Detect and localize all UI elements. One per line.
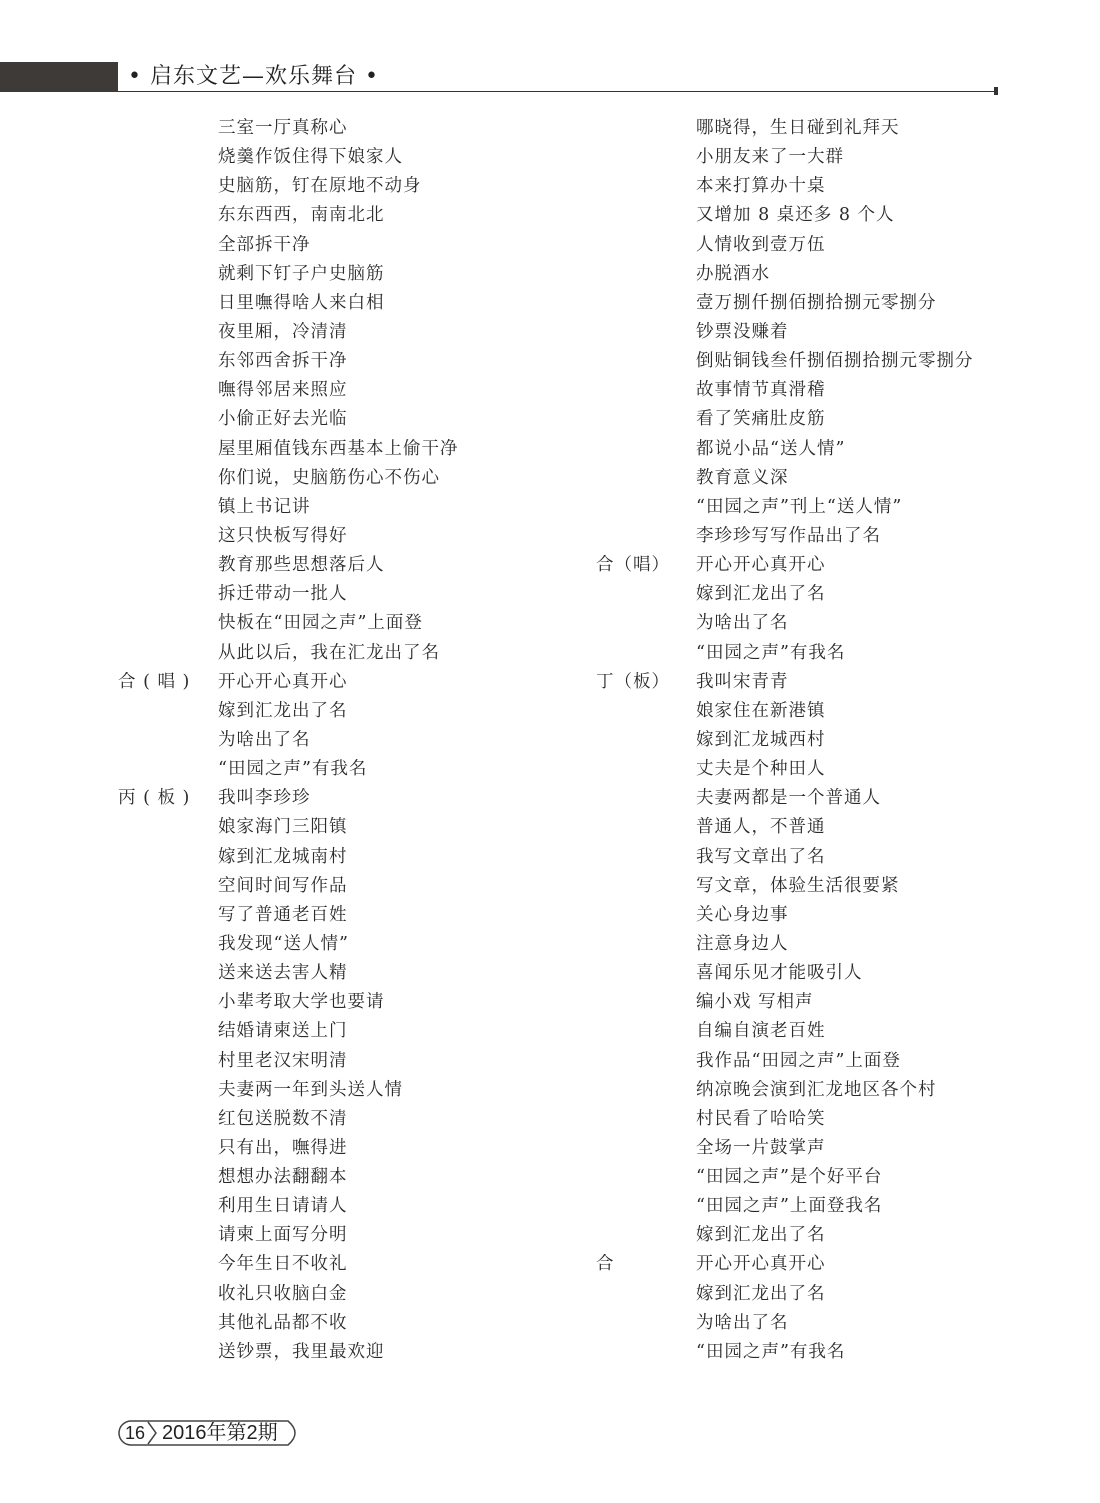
line-text: 娘家海门三阳镇 xyxy=(218,817,348,838)
line-text: 我发现“送人情” xyxy=(218,933,349,954)
script-line xyxy=(596,1105,996,1134)
line-text: 小辈考取大学也要请 xyxy=(218,992,385,1013)
script-line xyxy=(596,114,996,143)
script-line xyxy=(596,201,996,230)
line-text: 夫妻两都是一个普通人 xyxy=(696,788,881,809)
script-line xyxy=(596,1047,996,1076)
line-text: 请柬上面写分明 xyxy=(218,1225,348,1246)
page-header-title: • 启东文艺—欢乐舞台 • xyxy=(128,64,379,89)
line-text: 看了笑痛肚皮筋 xyxy=(696,409,826,430)
script-line xyxy=(596,347,996,376)
line-text: 其他礼品都不收 xyxy=(218,1312,348,1333)
script-line xyxy=(118,639,588,668)
script-line xyxy=(118,114,588,143)
line-text: 壹万捌仟捌佰捌拾捌元零捌分 xyxy=(696,292,937,313)
line-text: 纳凉晚会演到汇龙地区各个村 xyxy=(696,1079,937,1100)
line-text: 屋里厢值钱东西基本上偷干净 xyxy=(218,438,459,459)
line-text: 结婚请柬送上门 xyxy=(218,1021,348,1042)
script-line xyxy=(118,493,588,522)
line-text: 人情收到壹万伍 xyxy=(696,234,826,255)
script-line xyxy=(596,1309,996,1338)
script-line xyxy=(118,318,588,347)
script-line xyxy=(596,639,996,668)
header-rule-end xyxy=(994,87,998,95)
script-line xyxy=(596,1250,996,1279)
script-line xyxy=(118,172,588,201)
line-text: 烧羹作饭住得下娘家人 xyxy=(218,147,403,168)
script-line xyxy=(118,755,588,784)
line-text: 镇上书记讲 xyxy=(218,496,311,517)
line-text: 东邻西舍拆干净 xyxy=(218,351,348,372)
line-text: 你们说，史脑筋伤心不伤心 xyxy=(218,467,440,488)
script-line xyxy=(118,580,588,609)
line-text: 嫁到汇龙城南村 xyxy=(218,846,348,867)
line-text: 想想办法翻翻本 xyxy=(218,1167,348,1188)
script-line xyxy=(596,901,996,930)
script-line xyxy=(596,260,996,289)
script-line xyxy=(118,551,588,580)
line-text: 注意身边人 xyxy=(696,933,789,954)
speaker-label: 丁（板） xyxy=(596,671,670,692)
script-line xyxy=(596,493,996,522)
script-line xyxy=(118,347,588,376)
line-text: 本来打算办十桌 xyxy=(696,176,826,197)
line-text: 就剩下钉子户史脑筋 xyxy=(218,263,385,284)
line-text: 钞票没赚着 xyxy=(696,321,789,342)
line-text: “田园之声”上面登我名 xyxy=(696,1196,883,1217)
line-text: 送来送去害人精 xyxy=(218,963,348,984)
script-line xyxy=(596,609,996,638)
line-text: 哪晓得，生日碰到礼拜天 xyxy=(696,118,900,138)
speaker-label: 合 ( 唱 ) xyxy=(118,671,191,692)
script-line xyxy=(118,784,588,813)
line-text: 夫妻两一年到头送人情 xyxy=(218,1079,403,1100)
line-text: “田园之声”有我名 xyxy=(218,759,368,780)
script-line xyxy=(596,231,996,260)
script-line xyxy=(596,755,996,784)
header-bar xyxy=(0,62,118,92)
page-footer xyxy=(118,1420,304,1446)
script-line xyxy=(118,1309,588,1338)
script-line xyxy=(118,697,588,726)
line-text: 写了普通老百姓 xyxy=(218,904,348,925)
script-line xyxy=(118,201,588,230)
script-line xyxy=(596,697,996,726)
line-text: 开心开心真开心 xyxy=(696,1254,826,1275)
script-line xyxy=(596,551,996,580)
script-line xyxy=(118,1163,588,1192)
line-text: 李珍珍写写作品出了名 xyxy=(696,525,881,546)
line-text: 东东西西，南南北北 xyxy=(218,205,385,226)
script-line xyxy=(596,930,996,959)
script-line xyxy=(596,435,996,464)
script-line xyxy=(596,376,996,405)
line-text: “田园之声”刊上“送人情” xyxy=(696,496,903,517)
script-line xyxy=(596,813,996,842)
script-line xyxy=(118,930,588,959)
line-text: 村里老汉宋明清 xyxy=(218,1050,348,1071)
line-text: 嫁到汇龙出了名 xyxy=(696,1283,826,1304)
line-text: 日里嘸得啥人来白相 xyxy=(218,292,385,313)
line-text: 全部拆干净 xyxy=(218,234,311,255)
header-rule xyxy=(118,91,998,92)
line-text: 送钞票，我里最欢迎 xyxy=(218,1341,385,1362)
line-text: 三室一厅真称心 xyxy=(218,118,348,138)
line-text: 倒贴铜钱叁仟捌佰捌拾捌元零捌分 xyxy=(696,351,974,372)
script-line xyxy=(596,784,996,813)
script-line xyxy=(596,668,996,697)
script-line xyxy=(596,988,996,1017)
line-text: 教育意义深 xyxy=(696,467,789,488)
line-text: “田园之声”有我名 xyxy=(696,1341,846,1362)
line-text: 嫁到汇龙出了名 xyxy=(218,700,348,721)
line-text: 利用生日请请人 xyxy=(218,1196,348,1217)
line-text: 小朋友来了一大群 xyxy=(696,147,844,168)
speaker-label: 合 xyxy=(596,1254,615,1275)
script-line xyxy=(596,1076,996,1105)
script-line xyxy=(118,609,588,638)
right-column xyxy=(596,114,996,1367)
line-text: 今年生日不收礼 xyxy=(218,1254,348,1275)
script-line xyxy=(596,1192,996,1221)
line-text: 拆迁带动一批人 xyxy=(218,584,348,605)
line-text: 写文章，体验生活很要紧 xyxy=(696,875,900,896)
script-line xyxy=(596,143,996,172)
script-line xyxy=(596,1338,996,1367)
line-text: 这只快板写得好 xyxy=(218,525,348,546)
line-text: “田园之声”有我名 xyxy=(696,642,846,663)
line-text: 空间时间写作品 xyxy=(218,875,348,896)
line-text: “田园之声”是个好平台 xyxy=(696,1167,883,1188)
script-line xyxy=(118,405,588,434)
line-text: 开心开心真开心 xyxy=(696,555,826,576)
script-line xyxy=(118,1192,588,1221)
script-line xyxy=(118,726,588,755)
line-text: 嫁到汇龙出了名 xyxy=(696,1225,826,1246)
script-line xyxy=(596,464,996,493)
script-line xyxy=(118,260,588,289)
line-text: 嫁到汇龙出了名 xyxy=(696,584,826,605)
line-text: 喜闻乐见才能吸引人 xyxy=(696,963,863,984)
script-line xyxy=(596,1163,996,1192)
script-line xyxy=(118,668,588,697)
line-text: 全场一片鼓掌声 xyxy=(696,1137,826,1158)
script-line xyxy=(118,1017,588,1046)
line-text: 为啥出了名 xyxy=(218,729,311,750)
script-line xyxy=(596,726,996,755)
script-line xyxy=(118,143,588,172)
line-text: 关心身边事 xyxy=(696,904,789,925)
script-line xyxy=(118,464,588,493)
line-text: 嫁到汇龙城西村 xyxy=(696,729,826,750)
line-text: 从此以后，我在汇龙出了名 xyxy=(218,642,440,663)
line-text: 嘸得邻居来照应 xyxy=(218,380,348,401)
script-line xyxy=(596,318,996,347)
line-text: 只有出，嘸得进 xyxy=(218,1137,348,1158)
line-text: 村民看了哈哈笑 xyxy=(696,1108,826,1129)
script-line xyxy=(118,1221,588,1250)
line-text: 开心开心真开心 xyxy=(218,671,348,692)
line-text: 都说小品“送人情” xyxy=(696,438,846,459)
line-text: 又增加 8 桌还多 8 个人 xyxy=(696,205,895,226)
line-text: 收礼只收脑白金 xyxy=(218,1283,348,1304)
script-line xyxy=(596,405,996,434)
script-line xyxy=(118,376,588,405)
left-column xyxy=(118,114,588,1367)
line-text: 普通人，不普通 xyxy=(696,817,826,838)
line-text: 我叫李珍珍 xyxy=(218,788,311,809)
line-text: 娘家住在新港镇 xyxy=(696,700,826,721)
script-line xyxy=(596,522,996,551)
line-text: 夜里厢，冷清清 xyxy=(218,321,348,342)
script-line xyxy=(596,1221,996,1250)
script-line xyxy=(118,1047,588,1076)
script-line xyxy=(596,1134,996,1163)
script-line xyxy=(118,289,588,318)
script-line xyxy=(118,1280,588,1309)
line-text: 我写文章出了名 xyxy=(696,846,826,867)
script-line xyxy=(118,1105,588,1134)
script-line xyxy=(118,843,588,872)
script-line xyxy=(118,1250,588,1279)
script-line xyxy=(118,959,588,988)
line-text: 教育那些思想落后人 xyxy=(218,555,385,576)
script-line xyxy=(118,231,588,260)
issue-label: 2016年第2期 xyxy=(162,1422,278,1444)
script-line xyxy=(118,872,588,901)
script-line xyxy=(596,289,996,318)
script-line xyxy=(118,435,588,464)
line-text: 史脑筋，钉在原地不动身 xyxy=(218,176,422,197)
script-line xyxy=(596,580,996,609)
line-text: 小偷正好去光临 xyxy=(218,409,348,430)
script-line xyxy=(596,959,996,988)
line-text: 为啥出了名 xyxy=(696,613,789,634)
line-text: 丈夫是个种田人 xyxy=(696,759,826,780)
script-line xyxy=(118,1134,588,1163)
script-line xyxy=(596,172,996,201)
line-text: 红包送脱数不清 xyxy=(218,1108,348,1129)
script-line xyxy=(118,1076,588,1105)
script-line xyxy=(118,813,588,842)
line-text: 编小戏 写相声 xyxy=(696,992,814,1013)
line-text: 我叫宋青青 xyxy=(696,671,789,692)
script-line xyxy=(118,988,588,1017)
line-text: 我作品“田园之声”上面登 xyxy=(696,1050,901,1071)
script-line xyxy=(596,1017,996,1046)
line-text: 故事情节真滑稽 xyxy=(696,380,826,401)
line-text: 为啥出了名 xyxy=(696,1312,789,1333)
speaker-label: 丙 ( 板 ) xyxy=(118,788,191,809)
line-text: 快板在“田园之声”上面登 xyxy=(218,613,423,634)
script-line xyxy=(118,522,588,551)
script-line xyxy=(596,843,996,872)
page-number: 16 xyxy=(124,1423,146,1443)
script-line xyxy=(118,901,588,930)
speaker-label: 合（唱） xyxy=(596,555,670,576)
script-line xyxy=(118,1338,588,1367)
script-line xyxy=(596,1280,996,1309)
line-text: 办脱酒水 xyxy=(696,263,770,284)
script-line xyxy=(596,872,996,901)
line-text: 自编自演老百姓 xyxy=(696,1021,826,1042)
